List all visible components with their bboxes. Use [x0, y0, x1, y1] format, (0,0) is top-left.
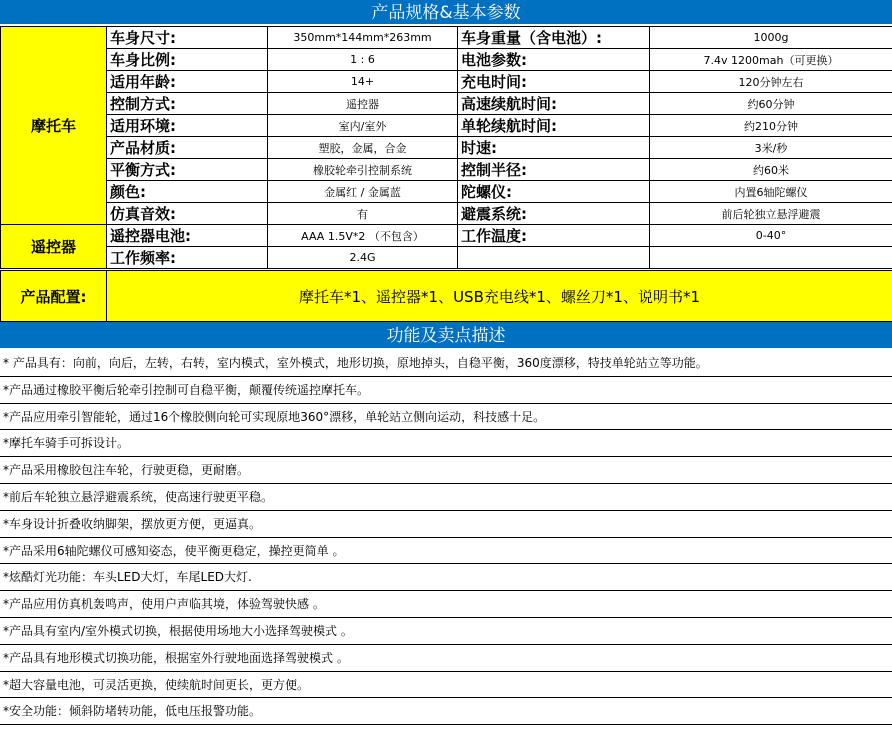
spec-label: 仿真音效: — [107, 203, 268, 225]
spec-label: 单轮续航时间: — [458, 115, 650, 137]
feature-item: *产品应用仿真机轰鸣声，使用户声临其境，体验驾驶快感 。 — [0, 591, 892, 618]
spec-row — [1, 181, 892, 203]
spec-row — [1, 247, 892, 269]
feature-item: * 产品具有：向前，向后，左转，右转，室内模式，室外模式，地形切换，原地掉头，自稳平衡，360度漂移，特技单轮站立等功能。 — [0, 350, 892, 377]
spec-label — [458, 247, 650, 269]
spec-label: 充电时间: — [458, 71, 650, 93]
config-label: 产品配置: — [1, 271, 107, 322]
feature-item: *产品具有室内/室外模式切换，根据使用场地大小选择驾驶模式 。 — [0, 618, 892, 645]
spec-label: 遥控器电池: — [107, 225, 268, 247]
config-value: 摩托车*1、遥控器*1、USB充电线*1、螺丝刀*1、说明书*1 — [107, 271, 892, 322]
spec-label: 产品材质: — [107, 137, 268, 159]
spec-value: 金属红 / 金属蓝 — [268, 181, 458, 203]
spec-value: 0-40° — [650, 225, 892, 247]
spec-value: 塑胶，金属，合金 — [268, 137, 458, 159]
spec-row — [1, 71, 892, 93]
spec-value: 3米/秒 — [650, 137, 892, 159]
spec-value: 橡胶轮牵引控制系统 — [268, 159, 458, 181]
feature-item: *产品具有地形模式切换功能，根据室外行驶地面选择驾驶模式 。 — [0, 645, 892, 672]
spec-value: 120分钟左右 — [650, 71, 892, 93]
feature-item: *摩托车骑手可拆设计。 — [0, 430, 892, 457]
spec-value: 遥控器 — [268, 93, 458, 115]
spec-value: 2.4G — [268, 247, 458, 269]
specs-title-banner: 产品规格&基本参数 — [0, 0, 892, 26]
spec-row — [1, 203, 892, 225]
spec-value: 前后轮独立悬浮避震 — [650, 203, 892, 225]
spec-value: 7.4v 1200mah（可更换） — [650, 49, 892, 71]
spec-label: 颜色: — [107, 181, 268, 203]
spec-label: 控制半径: — [458, 159, 650, 181]
spec-table — [0, 26, 892, 269]
feature-item: *产品采用6轴陀螺仪可感知姿态，使平衡更稳定，操控更简单 。 — [0, 538, 892, 565]
spec-value: 室内/室外 — [268, 115, 458, 137]
spec-row — [1, 93, 892, 115]
spec-label: 车身重量（含电池）: — [458, 27, 650, 49]
spec-value: 内置6轴陀螺仪 — [650, 181, 892, 203]
spec-label: 平衡方式: — [107, 159, 268, 181]
spec-value — [650, 247, 892, 269]
feature-item: *产品采用橡胶包注车轮，行驶更稳，更耐磨。 — [0, 457, 892, 484]
spec-label: 高速续航时间: — [458, 93, 650, 115]
spec-value: 14+ — [268, 71, 458, 93]
spec-label: 避震系统: — [458, 203, 650, 225]
spec-row — [1, 115, 892, 137]
spec-label: 车身比例: — [107, 49, 268, 71]
spec-label: 适用环境: — [107, 115, 268, 137]
spec-row — [1, 225, 892, 247]
spec-row — [1, 49, 892, 71]
spec-label: 车身尺寸: — [107, 27, 268, 49]
spec-label: 时速: — [458, 137, 650, 159]
spec-value: 1000g — [650, 27, 892, 49]
spec-label: 适用年龄: — [107, 71, 268, 93]
feature-item: *产品通过橡胶平衡后轮牵引控制可自稳平衡，颠覆传统遥控摩托车。 — [0, 377, 892, 404]
feature-item: *超大容量电池，可灵活更换，使续航时间更长，更方便。 — [0, 672, 892, 699]
spec-label: 控制方式: — [107, 93, 268, 115]
spec-value: 约210分钟 — [650, 115, 892, 137]
feature-item: *安全功能：倾斜防堵转功能，低电压报警功能。 — [0, 698, 892, 725]
config-table — [0, 270, 892, 322]
category-motorcycle: 摩托车 — [1, 27, 107, 225]
spec-value: AAA 1.5V*2 （不包含） — [268, 225, 458, 247]
spec-label: 工作温度: — [458, 225, 650, 247]
spec-value: 约60米 — [650, 159, 892, 181]
spec-value: 约60分钟 — [650, 93, 892, 115]
spec-row — [1, 137, 892, 159]
spec-label: 陀螺仪: — [458, 181, 650, 203]
feature-item: *炫酷灯光功能：车头LED大灯，车尾LED大灯. — [0, 564, 892, 591]
spec-label: 电池参数: — [458, 49, 650, 71]
features-title-banner: 功能及卖点描述 — [0, 322, 892, 350]
category-remote: 遥控器 — [1, 225, 107, 269]
spec-row — [1, 27, 892, 49]
spec-value: 350mm*144mm*263mm — [268, 27, 458, 49]
spec-value: 1 : 6 — [268, 49, 458, 71]
spec-label: 工作频率: — [107, 247, 268, 269]
spec-row — [1, 159, 892, 181]
feature-item: *前后车轮独立悬浮避震系统，使高速行驶更平稳。 — [0, 484, 892, 511]
feature-item: *车身设计折叠收纳脚架，摆放更方便，更逼真。 — [0, 511, 892, 538]
feature-item: *产品应用牵引智能轮，通过16个橡胶侧向轮可实现原地360°漂移，单轮站立侧向运动，科技感十足。 — [0, 404, 892, 431]
spec-value: 有 — [268, 203, 458, 225]
feature-list — [0, 350, 892, 725]
